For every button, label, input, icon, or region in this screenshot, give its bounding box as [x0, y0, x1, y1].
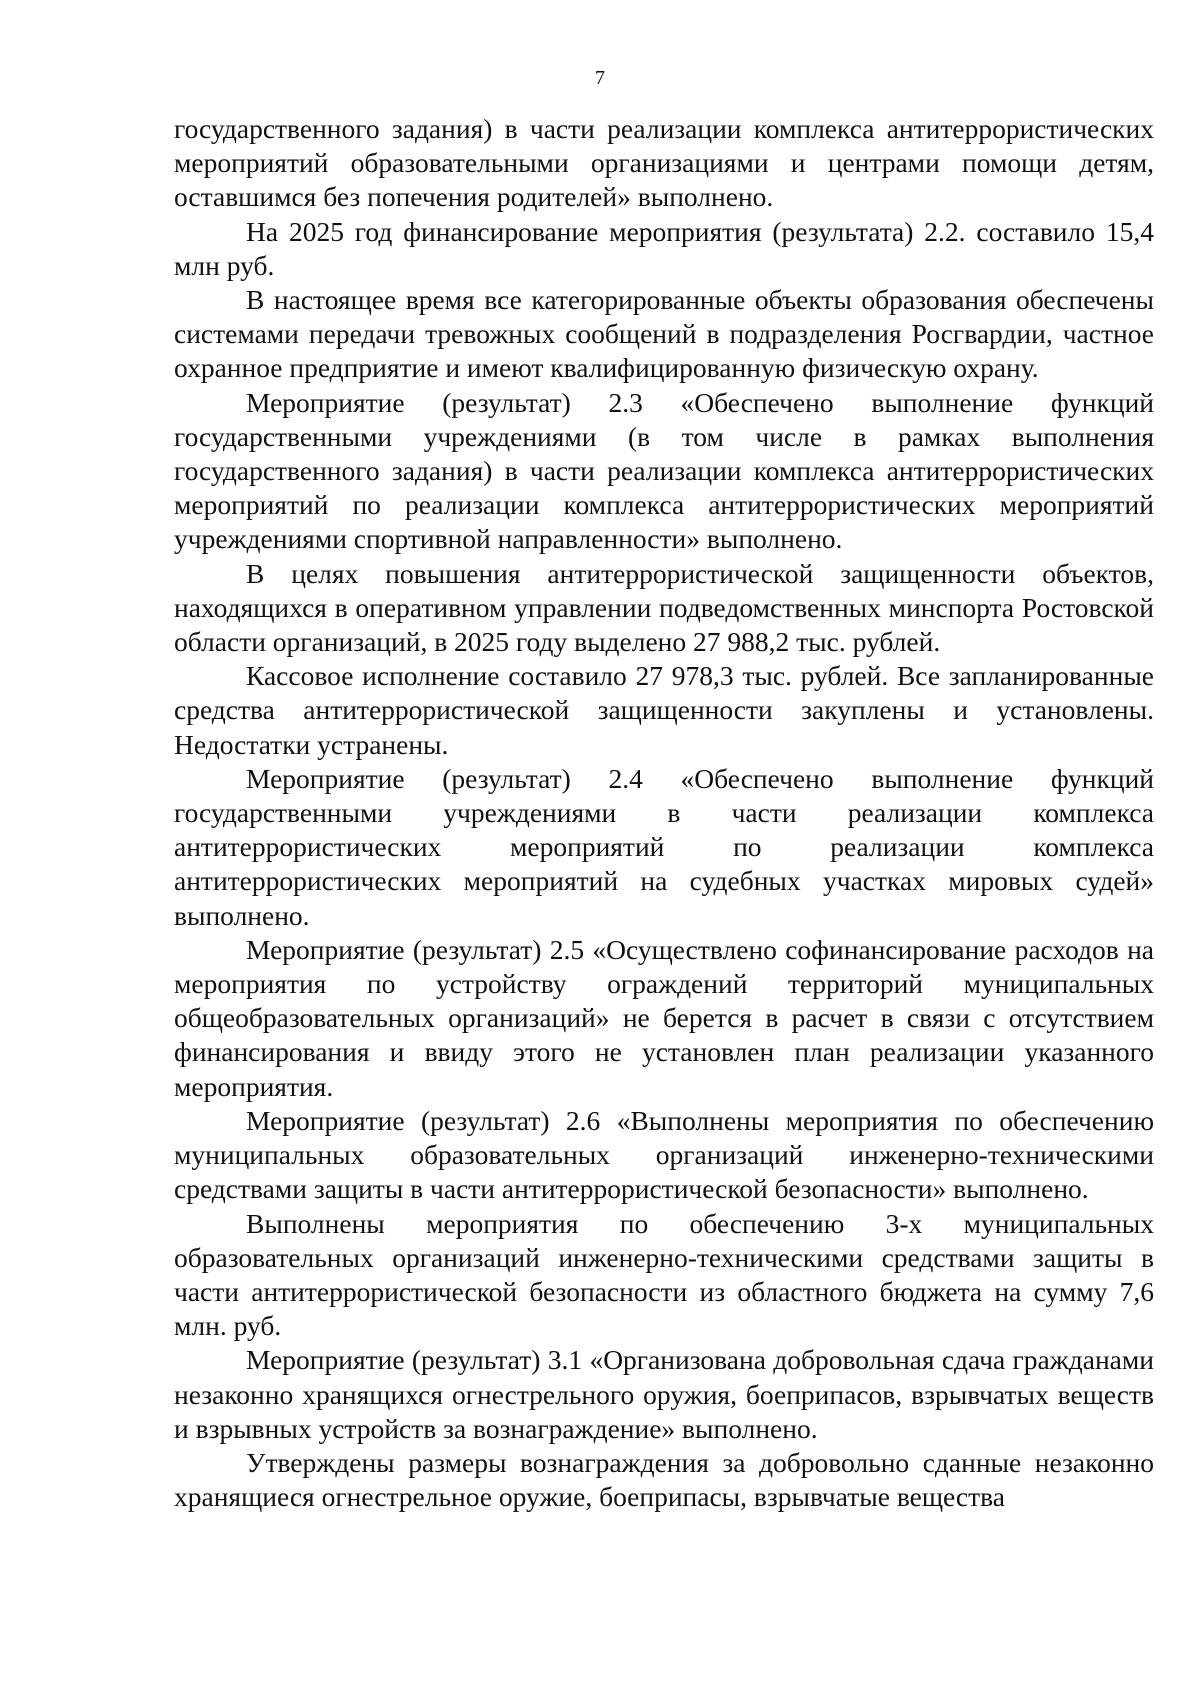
paragraph-result-2-4: Мероприятие (результат) 2.4 «Обеспечено выполнение функций государственными учреждениями в части реализации комплекса антитеррористических мероприятий по реализации комплекса антитеррористических мероприятий на судебных участках мировых судей» выполнено. [174, 762, 1154, 931]
paragraph-result-2-5: Мероприятие (результат) 2.5 «Осуществлено софинансирование расходов на мероприятия по устройству ограждений территорий муниципальных общеобразовательных организаций» не берется в расчет в связи с отсутствием финансирования и ввиду этого не установлен план реализации указанного мероприятия. [174, 933, 1154, 1102]
page-number: 7 [595, 67, 605, 89]
paragraph-alarm-systems: В настоящее время все категорированные объекты образования обеспечены системами передачи тревожных сообщений в подразделения Росгвардии, частное охранное предприятие и имеют квалифицированную физическую охрану. [174, 284, 1154, 384]
paragraph-sport-funding: В целях повышения антитеррористической защищенности объектов, находящихся в оперативном управлении подведомственных минспорта Ростовской области организаций, в 2025 году выделено 27 988,2 тыс. рублей. [174, 557, 1154, 658]
paragraph-cash-execution: Кассовое исполнение составило 27 978,3 тыс. рублей. Все запланированные средства антитеррористической защищенности закуплены и установлены. Недостатки устранены. [174, 660, 1154, 760]
paragraph-reward-sizes: Утверждены размеры вознаграждения за добровольно сданные незаконно хранящиеся огнестрельное оружие, боеприпасы, взрывчатые вещества [174, 1446, 1154, 1513]
paragraph-result-2-6: Мероприятие (результат) 2.6 «Выполнены мероприятия по обеспечению муниципальных образовательных организаций инженерно-техническими средствами защиты в части антитеррористической безопасности» выполнено. [174, 1104, 1154, 1205]
paragraph-funding-2-2: На 2025 год финансирование мероприятия (результата) 2.2. составило 15,4 млн руб. [174, 215, 1154, 281]
document-body [174, 112, 1154, 1514]
paragraph-result-2-3: Мероприятие (результат) 2.3 «Обеспечено выполнение функций государственными учреждениями (в том числе в рамках выполнения государственного задания) в части реализации комплекса антитеррористических мероприятий по реализации комплекса антитеррористических мероприятий учреждениями спортивной направленности» выполнено. [174, 386, 1154, 555]
paragraph-continuation: государственного задания) в части реализации комплекса антитеррористических мероприятий образовательными организациями и центрами помощи детям, оставшимся без попечения родителей» выполнено. [174, 113, 1154, 213]
paragraph-municipal-orgs: Выполнены мероприятия по обеспечению 3-х муниципальных образовательных организаций инженерно-техническими средствами защиты в части антитеррористической безопасности из областного бюджета на сумму 7,6 млн. руб. [174, 1207, 1154, 1342]
paragraph-result-3-1: Мероприятие (результат) 3.1 «Организована добровольная сдача гражданами незаконно хранящихся огнестрельного оружия, боеприпасов, взрывчатых веществ и взрывных устройств за вознаграждение» выполнено. [174, 1344, 1154, 1444]
